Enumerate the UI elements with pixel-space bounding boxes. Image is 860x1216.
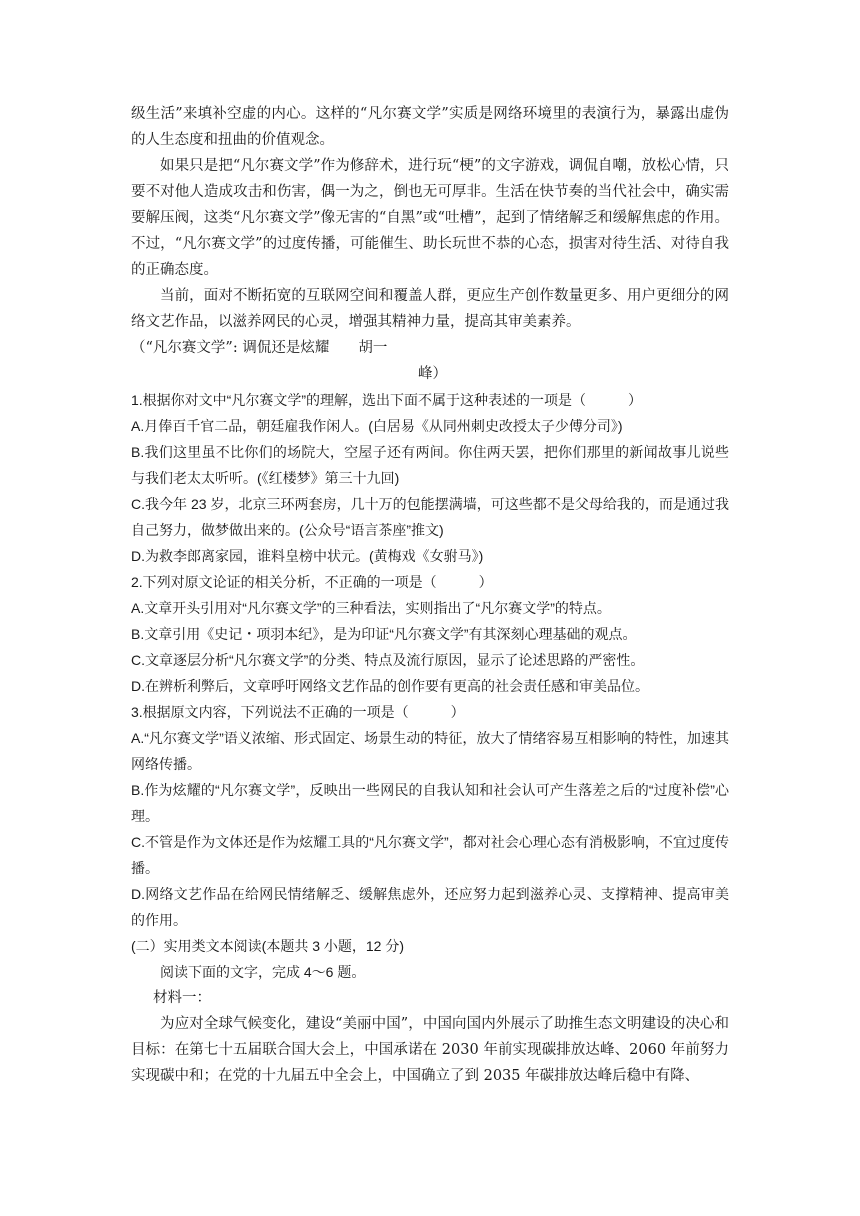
question-stem: 3.根据原文内容，下列说法不正确的一项是（ ） xyxy=(131,704,465,720)
question-2 xyxy=(131,569,729,699)
option-a: A.月俸百千官二品，朝廷雇我作闲人。(白居易《从同州刺史改授太子少傅分司》) xyxy=(131,418,623,434)
option-b: B.作为炫耀的“凡尔赛文学”，反映出一些网民的自我认知和社会认可产生落差之后的“过度补偿”心理。 xyxy=(131,782,729,824)
passage-paragraph-continued: 级生活”来填补空虚的内心。这样的“凡尔赛文学”实质是网络环境里的表演行为，暴露出虚伪的人生态度和扭曲的价值观念。 xyxy=(131,106,729,148)
passage-paragraph: 如果只是把“凡尔赛文学”作为修辞术，进行玩“梗”的文字游戏，调侃自嘲，放松心情，只要不对他人造成攻击和伤害，偶一为之，倒也无可厚非。生活在快节奏的当代社会中，确实需要解压阀，这类“凡尔赛文学”像无害的“自黑”或“吐槽”，起到了情绪解乏和缓解焦虑的作用。不过，“凡尔赛文学”的过度传播，可能催生、助长玩世不恭的心态，损害对待生活、对待自我的正确态度。 xyxy=(131,158,729,278)
option-d: D.网络文艺作品在给网民情绪解乏、缓解焦虑外，还应努力起到滋养心灵、支撑精神、提高审美的作用。 xyxy=(131,886,729,928)
question-stem: 1.根据你对文中“凡尔赛文学”的理解，选出下面不属于这种表述的一项是（ ） xyxy=(131,392,642,408)
option-a: A.“凡尔赛文学”语义浓缩、形式固定、场景生动的特征，放大了情绪容易互相影响的特性，加速其网络传播。 xyxy=(131,730,729,772)
passage-paragraph: 当前，面对不断拓宽的互联网空间和覆盖人群，更应生产创作数量更多、用户更细分的网络文艺作品，以滋养网民的心灵，增强其精神力量，提高其审美素养。 xyxy=(131,288,729,330)
document-body xyxy=(131,101,729,1089)
section-instruction: 阅读下面的文字，完成 4～6 题。 xyxy=(160,964,366,980)
question-stem: 2.下列对原文论证的相关分析，不正确的一项是（ ） xyxy=(131,574,493,590)
question-1 xyxy=(131,387,729,569)
option-c: C.不管是作为文体还是作为炫耀工具的“凡尔赛文学”，都对社会心理心态有消极影响，不宜过度传播。 xyxy=(131,834,729,876)
passage-source-continued: 峰） xyxy=(418,366,447,382)
passage-source: （“凡尔赛文学”: 调侃还是炫耀 胡一 xyxy=(131,340,388,356)
option-d: D.为救李郎离家园，谁料皇榜中状元。(黄梅戏《女驸马》) xyxy=(131,548,484,564)
question-3 xyxy=(131,699,729,933)
material-label: 材料一： xyxy=(153,990,211,1006)
option-b: B.我们这里虽不比你们的场院大，空屋子还有两间。你住两天罢，把你们那里的新闻故事儿说些与我们老太太听听。(《红楼梦》第三十九回) xyxy=(131,444,729,486)
option-c: C.我今年 23 岁，北京三环两套房，几十万的包能摆满墙，可这些都不是父母给我的，而是通过我自己努力，做梦做出来的。(公众号“语言茶座”推文) xyxy=(131,496,729,538)
section-heading: (二）实用类文本阅读(本题共 3 小题，12 分) xyxy=(131,938,405,954)
option-c: C.文章逐层分析“凡尔赛文学”的分类、特点及流行原因，显示了论述思路的严密性。 xyxy=(131,652,645,668)
option-d: D.在辨析利弊后，文章呼吁网络文艺作品的创作要有更高的社会责任感和审美品位。 xyxy=(131,678,649,694)
material-paragraph: 为应对全球气候变化，建设“美丽中国”，中国向国内外展示了助推生态文明建设的决心和目标：在第七十五届联合国大会上，中国承诺在 2030 年前实现碳排放达峰、2060 年前努力实现碳中和；在党的十九届五中全会上，中国确立了到 2035 年碳排放达峰后稳中有降、 xyxy=(131,1016,729,1084)
option-a: A.文章开头引用对“凡尔赛文学”的三种看法，实则指出了“凡尔赛文学”的特点。 xyxy=(131,600,611,616)
option-b: B.文章引用《史记・项羽本纪》，是为印证“凡尔赛文学”有其深刻心理基础的观点。 xyxy=(131,626,637,642)
